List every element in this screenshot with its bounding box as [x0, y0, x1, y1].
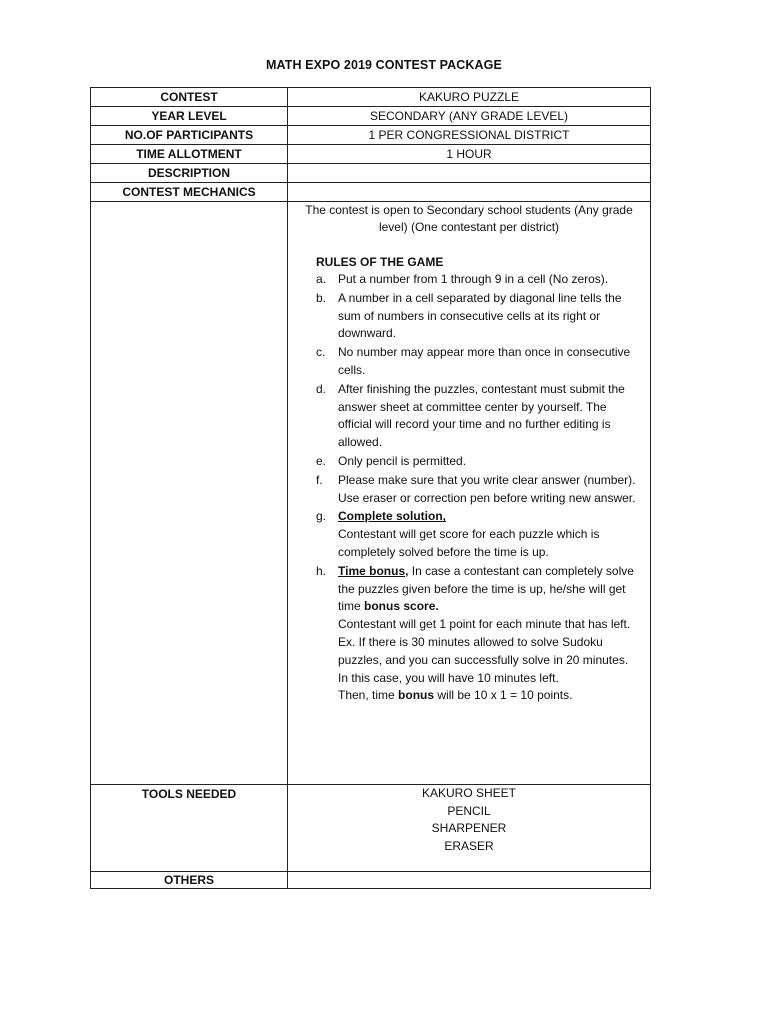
rule-text-line: Contestant will get 1 point for each minute that has left.: [338, 617, 631, 632]
rule-text-fragment: will be 10 x 1 = 10 points.: [434, 688, 573, 703]
rule-text: [338, 381, 646, 452]
rule-text: A number in a cell separated by diagonal line tells the sum of numbers in consecutive cells at its right or downward.: [338, 290, 622, 341]
rule-marker: d.: [316, 381, 327, 396]
contest-label: CONTEST: [91, 88, 288, 107]
rule-text: [338, 508, 646, 561]
table-row: [91, 107, 651, 126]
table-row: [91, 145, 651, 164]
time-allotment-value: 1 HOUR: [288, 145, 651, 164]
table-row: [91, 126, 651, 145]
description-value: [288, 164, 651, 183]
rule-text-fragment: In case a contestant can completely solve the puzzles given before the time is up, he/she will get time: [338, 563, 634, 614]
list-item: [316, 344, 646, 380]
others-value: [288, 872, 651, 889]
rule-marker: f.: [316, 472, 323, 487]
tools-list: [292, 785, 646, 855]
rule-text: [338, 472, 646, 508]
mechanics-empty-cell: [91, 202, 288, 785]
list-item: [316, 381, 646, 452]
list-item: SHARPENER: [431, 821, 507, 835]
others-label: OTHERS: [91, 872, 288, 889]
rule-subheading: Time bonus,: [338, 563, 409, 578]
year-level-label: YEAR LEVEL: [91, 107, 288, 126]
table-row: [91, 202, 651, 785]
tools-label: TOOLS NEEDED: [91, 785, 288, 872]
mechanics-intro: The contest is open to Secondary school students (Any grade level) (One contestant per district): [305, 203, 633, 234]
list-item: PENCIL: [447, 803, 491, 818]
rule-text-line: Use eraser or correction pen before writing new answer.: [338, 490, 636, 505]
rule-text-line: Ex. If there is 30 minutes allowed to solve Sudoku puzzles, and you can successfully solve in 20 minutes. In this case, you will have 10 minutes left.: [338, 634, 629, 685]
list-item: KAKURO SHEET: [421, 786, 517, 800]
contest-value: KAKURO PUZZLE: [288, 88, 651, 107]
rule-text-line: The official will record your time and no further editing is allowed.: [338, 399, 611, 450]
rule-text-line: After finishing the puzzles, contestant must submit the answer sheet at committee center by yourself.: [338, 381, 625, 414]
rule-text-line: [338, 687, 640, 705]
rule-text-line: Please make sure that you write clear answer (number).: [338, 472, 636, 487]
rules-list: [292, 271, 646, 705]
rule-text-fragment: bonus score.: [364, 599, 439, 614]
rules-heading: RULES OF THE GAME: [316, 255, 444, 269]
list-item: [316, 271, 646, 289]
rule-text-line: Contestant will get score for each puzzle which is completely solved before the time is up.: [338, 527, 600, 559]
participants-value: 1 PER CONGRESSIONAL DISTRICT: [288, 126, 651, 145]
rule-text-fragment: Then, time: [338, 688, 399, 703]
rule-text-fragment: bonus: [398, 688, 435, 703]
mechanics-value: [288, 183, 651, 202]
table-row: [91, 785, 651, 872]
rule-text: Only pencil is permitted.: [338, 453, 467, 468]
mechanics-body: [288, 202, 651, 785]
rule-text: [338, 563, 646, 705]
participants-label: NO.OF PARTICIPANTS: [91, 126, 288, 145]
rule-text: Put a number from 1 through 9 in a cell (No zeros).: [338, 272, 609, 286]
list-item: ERASER: [444, 838, 494, 853]
rule-marker: a.: [316, 272, 327, 286]
tools-value: [288, 785, 651, 872]
table-row: [91, 872, 651, 889]
rule-marker: c.: [316, 345, 326, 360]
list-item: [316, 563, 646, 705]
table-row: [91, 183, 651, 202]
list-item: [316, 472, 646, 508]
rule-marker: g.: [316, 509, 327, 524]
rule-text-line: [338, 563, 640, 616]
rule-text: No number may appear more than once in consecutive cells.: [338, 345, 631, 377]
document-title: MATH EXPO 2019 CONTEST PACKAGE: [266, 58, 502, 72]
rule-marker: e.: [316, 453, 327, 468]
year-level-value: SECONDARY (ANY GRADE LEVEL): [288, 107, 651, 126]
time-allotment-label: TIME ALLOTMENT: [91, 145, 288, 164]
list-item: [316, 453, 646, 471]
table-row: [91, 164, 651, 183]
description-label: DESCRIPTION: [91, 164, 288, 183]
contest-package-table: [90, 87, 651, 889]
mechanics-label: CONTEST MECHANICS: [91, 183, 288, 202]
list-item: [316, 290, 646, 343]
rule-subheading: Complete solution,: [338, 509, 446, 524]
rule-marker: b.: [316, 290, 327, 305]
rule-marker: h.: [316, 563, 327, 578]
list-item: [316, 508, 646, 561]
table-row: [91, 88, 651, 107]
